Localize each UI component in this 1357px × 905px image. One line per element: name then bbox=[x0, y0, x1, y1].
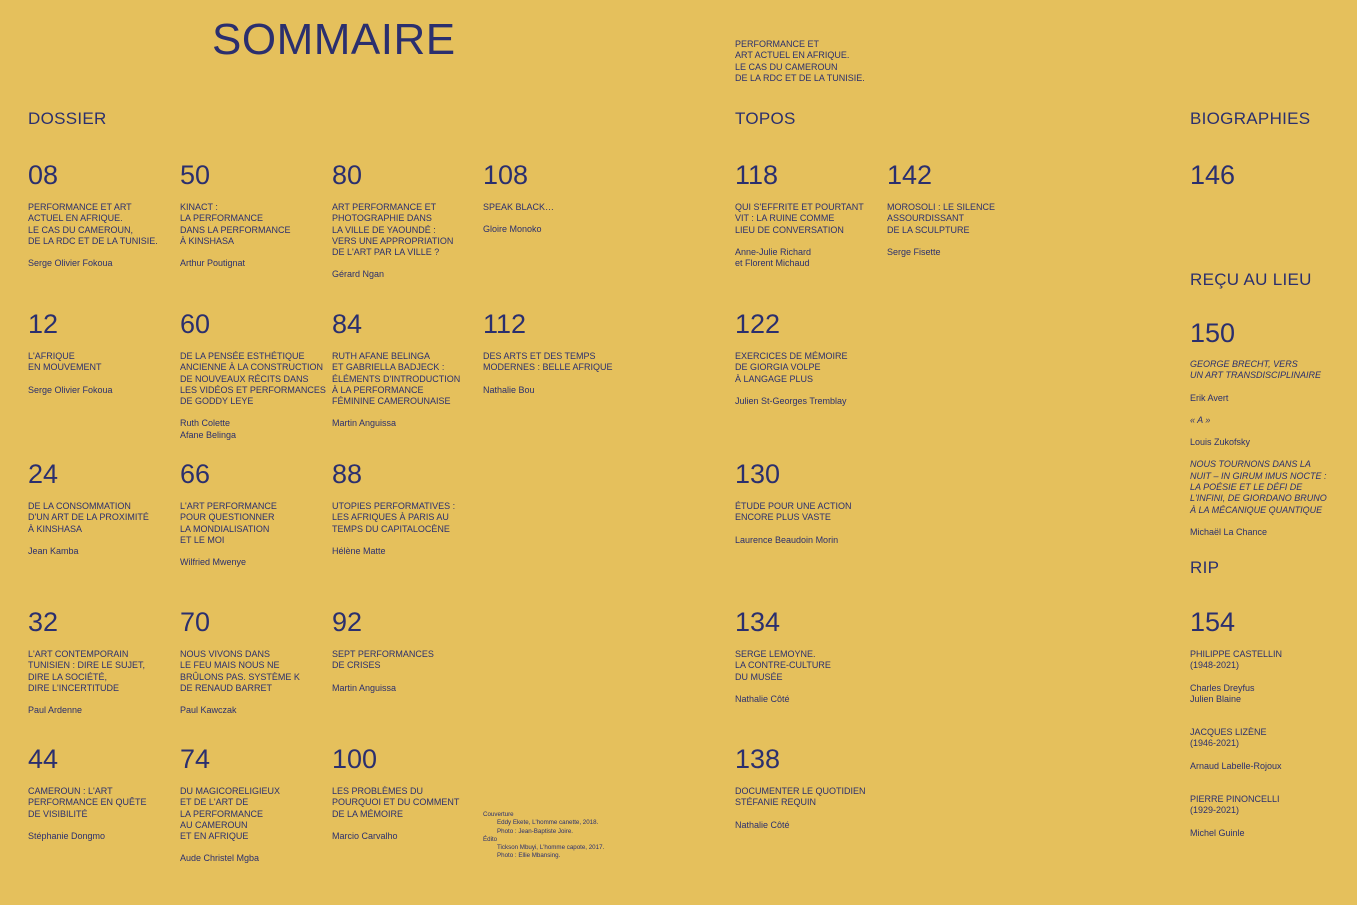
toc-entry[interactable] bbox=[332, 311, 480, 430]
article-title: CAMEROUN : L'ART PERFORMANCE EN QUÊTE DE VISIBILITÉ bbox=[28, 786, 147, 819]
article-title[interactable]: PHILIPPE CASTELLIN (1948-2021) bbox=[1190, 649, 1283, 671]
article-title: SPEAK BLACK… bbox=[483, 202, 555, 212]
article-title[interactable]: JACQUES LIZÈNE (1946-2021) bbox=[1190, 727, 1267, 749]
article-author: Julien St-Georges Tremblay bbox=[735, 395, 847, 406]
toc-entry[interactable] bbox=[1190, 162, 1338, 192]
page-number: 74 bbox=[180, 744, 211, 774]
page-number: 24 bbox=[28, 459, 59, 489]
article-title: MOROSOLI : LE SILENCE ASSOURDISSANT DE LA SCULPTURE bbox=[887, 202, 996, 235]
article-author: Louis Zukofsky bbox=[1190, 437, 1251, 448]
article-author: Marcio Carvalho bbox=[332, 830, 398, 841]
toc-entry[interactable] bbox=[28, 461, 176, 557]
edito-credit-label: Édito bbox=[483, 835, 498, 843]
article-author: Laurence Beaudoin Morin bbox=[735, 534, 839, 545]
article-author: Gérard Ngan bbox=[332, 269, 385, 280]
toc-entry[interactable] bbox=[735, 746, 883, 831]
article-author: Arnaud Labelle-Rojoux bbox=[1190, 760, 1282, 771]
page-number: 60 bbox=[180, 309, 211, 339]
article-title: L'ART PERFORMANCE POUR QUESTIONNER LA MONDIALISATION ET LE MOI bbox=[180, 501, 277, 545]
toc-entry[interactable] bbox=[180, 311, 330, 441]
cover-credit-label: Couverture bbox=[483, 811, 514, 818]
page-number: 154 bbox=[1190, 607, 1236, 637]
intro-text: PERFORMANCE ET ART ACTUEL EN AFRIQUE. LE CAS DU CAMEROUN DE LA RDC ET DE LA TUNISIE. bbox=[735, 39, 865, 83]
article-title: DE LA PENSÉE ESTHÉTIQUE ANCIENNE À LA CONSTRUCTION DE NOUVEAUX RÉCITS DANS LES VIDÉOS ET PERFORMANCES DE GODDY LEYE bbox=[180, 351, 326, 407]
toc-entry[interactable] bbox=[483, 311, 631, 396]
section-rip: RIP bbox=[1190, 558, 1220, 577]
page-number: 122 bbox=[735, 309, 781, 339]
article-author: Serge Olivier Fokoua bbox=[28, 258, 113, 269]
toc-entry[interactable] bbox=[735, 609, 883, 705]
rip-block bbox=[1190, 609, 1335, 839]
section-biographies: BIOGRAPHIES bbox=[1190, 109, 1311, 128]
toc-entry[interactable] bbox=[887, 162, 1035, 258]
toc-entry[interactable] bbox=[28, 609, 176, 716]
article-author: Anne-Julie Richard et Florent Michaud bbox=[735, 246, 812, 269]
article-title: LES PROBLÈMES DU POURQUOI ET DU COMMENT DE LA MÉMOIRE bbox=[332, 786, 460, 819]
page-title: SOMMAIRE bbox=[212, 15, 456, 64]
article-title: DES ARTS ET DES TEMPS MODERNES : BELLE AFRIQUE bbox=[483, 351, 613, 373]
article-author: Stéphanie Dongmo bbox=[28, 830, 106, 841]
article-author: Gloire Monoko bbox=[483, 224, 542, 235]
page-number: 84 bbox=[332, 309, 363, 339]
page-number: 108 bbox=[483, 160, 529, 190]
article-author: Charles Dreyfus Julien Blaine bbox=[1190, 682, 1255, 704]
article-title: ART PERFORMANCE ET PHOTOGRAPHIE DANS LA VILLE DE YAOUNDÉ : VERS UNE APPROPRIATION DE L'ART PAR LA VILLE ? bbox=[332, 202, 454, 258]
toc-entry[interactable] bbox=[483, 162, 631, 236]
edito-credit-line: Tickson Mbuyi, L'homme capote, 2017. bbox=[497, 844, 605, 852]
page-number: 118 bbox=[735, 160, 779, 190]
article-author: Serge Olivier Fokoua bbox=[28, 384, 113, 395]
recu-block bbox=[1190, 320, 1335, 538]
page-number: 50 bbox=[180, 160, 211, 190]
section-recu-au-lieu: REÇU AU LIEU bbox=[1190, 270, 1312, 289]
article-title: NOUS VIVONS DANS LE FEU MAIS NOUS NE BRÛLONS PAS. SYSTÈME K DE RENAUD BARRET bbox=[180, 649, 300, 693]
toc-entry[interactable] bbox=[28, 311, 176, 396]
article-title: QUI S'EFFRITE ET POURTANT VIT : LA RUINE COMME LIEU DE CONVERSATION bbox=[735, 202, 864, 235]
article-title[interactable]: PIERRE PINONCELLI (1929-2021) bbox=[1190, 794, 1280, 816]
article-author: Paul Kawczak bbox=[180, 705, 237, 716]
article-author: Wilfried Mwenye bbox=[180, 557, 247, 568]
page-number: 146 bbox=[1190, 160, 1236, 190]
page-number: 142 bbox=[887, 160, 933, 190]
article-author: Jean Kamba bbox=[28, 545, 79, 556]
page-number: 92 bbox=[332, 607, 363, 637]
page-number: 32 bbox=[28, 607, 59, 637]
toc-entry[interactable] bbox=[332, 746, 480, 842]
section-topos: TOPOS bbox=[735, 109, 796, 128]
article-author: Martin Anguissa bbox=[332, 418, 397, 429]
article-author: Paul Ardenne bbox=[28, 705, 83, 716]
page-number: 44 bbox=[28, 744, 59, 774]
article-title: UTOPIES PERFORMATIVES : LES AFRIQUES À PARIS AU TEMPS DU CAPITALOCÈNE bbox=[332, 501, 456, 534]
article-title: DOCUMENTER LE QUOTIDIEN STÉFANIE REQUIN bbox=[735, 786, 866, 808]
article-title: L'AFRIQUE EN MOUVEMENT bbox=[28, 351, 102, 373]
cover-credit-line: Eddy Ekete, L'homme canette, 2018. bbox=[497, 819, 599, 827]
toc-entry[interactable] bbox=[28, 746, 176, 842]
article-author: Michaël La Chance bbox=[1190, 526, 1268, 537]
article-author: Hélène Matte bbox=[332, 545, 386, 556]
article-title[interactable]: GEORGE BRECHT, VERS UN ART TRANSDISCIPLINAIRE bbox=[1190, 359, 1322, 381]
article-author: Ruth Colette Afane Belinga bbox=[180, 418, 237, 440]
article-title[interactable]: « A » bbox=[1190, 414, 1211, 425]
page-number: 138 bbox=[735, 744, 781, 774]
toc-entry[interactable] bbox=[180, 461, 328, 568]
article-author: Nathalie Bou bbox=[483, 384, 535, 395]
article-title: DU MAGICORELIGIEUX ET DE L'ART DE LA PERFORMANCE AU CAMEROUN ET EN AFRIQUE bbox=[180, 786, 281, 842]
article-title: DE LA CONSOMMATION D'UN ART DE LA PROXIMITÉ À KINSHASA bbox=[28, 501, 149, 534]
toc-entry[interactable] bbox=[735, 461, 883, 546]
article-author: Nathalie Côté bbox=[735, 819, 790, 830]
page-number: 112 bbox=[483, 309, 527, 339]
toc-entry[interactable] bbox=[180, 162, 328, 269]
article-author: Martin Anguissa bbox=[332, 682, 397, 693]
page-number: 66 bbox=[180, 459, 211, 489]
toc-entry[interactable] bbox=[735, 162, 883, 269]
image-credits bbox=[483, 811, 604, 861]
page-number: 88 bbox=[332, 459, 363, 489]
toc-entry[interactable] bbox=[332, 461, 480, 557]
page-number: 70 bbox=[180, 607, 211, 637]
article-title: SERGE LEMOYNE. LA CONTRE-CULTURE DU MUSÉE bbox=[735, 649, 831, 682]
page-number: 100 bbox=[332, 744, 378, 774]
article-title: EXERCICES DE MÉMOIRE DE GIORGIA VOLPE À LANGAGE PLUS bbox=[735, 351, 848, 384]
toc-entry[interactable] bbox=[332, 162, 480, 281]
article-author: Arthur Poutignat bbox=[180, 258, 246, 269]
article-title: KINACT : LA PERFORMANCE DANS LA PERFORMANCE À KINSHASA bbox=[180, 202, 291, 246]
article-title: RUTH AFANE BELINGA ET GABRIELLA BADJECK : ÉLÉMENTS D'INTRODUCTION À LA PERFORMANCE FÉMININE CAMEROUNAISE bbox=[332, 351, 461, 407]
article-title: SEPT PERFORMANCES DE CRISES bbox=[332, 649, 434, 671]
toc-entry[interactable] bbox=[180, 746, 328, 865]
article-author: Michel Guinle bbox=[1190, 827, 1245, 838]
toc-entry[interactable] bbox=[332, 609, 480, 694]
article-title: PERFORMANCE ET ART ACTUEL EN AFRIQUE. LE CAS DU CAMEROUN, DE LA RDC ET DE LA TUNISIE. bbox=[28, 202, 158, 246]
page-number: 150 bbox=[1190, 318, 1236, 348]
page-number: 134 bbox=[735, 607, 781, 637]
article-title: ÉTUDE POUR UNE ACTION ENCORE PLUS VASTE bbox=[735, 501, 852, 523]
cover-photo-credit: Photo : Jean-Baptiste Joire. bbox=[497, 827, 574, 835]
section-dossier: DOSSIER bbox=[28, 109, 107, 128]
page-number: 12 bbox=[28, 309, 59, 339]
toc-entry[interactable] bbox=[180, 609, 328, 716]
toc-entry[interactable] bbox=[735, 311, 883, 407]
page-number: 08 bbox=[28, 160, 59, 190]
article-author: Aude Christel Mgba bbox=[180, 853, 260, 864]
article-author: Erik Avert bbox=[1190, 392, 1229, 403]
article-author: Nathalie Côté bbox=[735, 693, 790, 704]
page-number: 130 bbox=[735, 459, 781, 489]
article-title[interactable]: NOUS TOURNONS DANS LA NUIT – IN GIRUM IMUS NOCTE : LA POÉSIE ET LE DÉFI DE L'INFINI, DE GIORDANO BRUNO À LA MÉCANIQUE QUANTIQUE bbox=[1190, 459, 1327, 515]
article-title: L'ART CONTEMPORAIN TUNISIEN : DIRE LE SUJET, DIRE LA SOCIÉTÉ, DIRE L'INCERTITUDE bbox=[28, 649, 146, 693]
article-author: Serge Fisette bbox=[887, 246, 941, 257]
page-number: 80 bbox=[332, 160, 363, 190]
toc-entry[interactable] bbox=[28, 162, 176, 269]
edito-photo-credit: Photo : Ellie Mbansing. bbox=[497, 852, 561, 860]
